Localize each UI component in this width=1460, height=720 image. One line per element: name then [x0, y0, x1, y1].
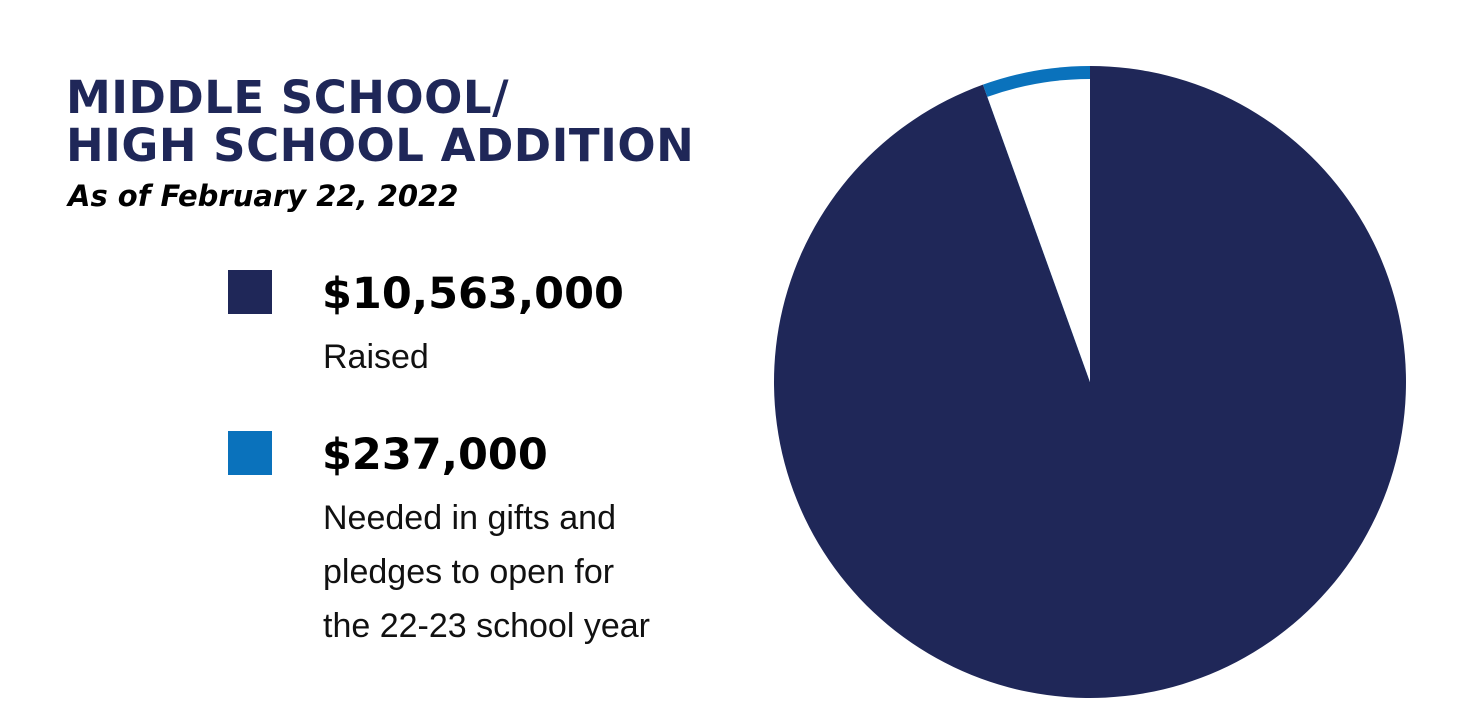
legend-amount-needed: $237,000	[322, 430, 548, 480]
legend-description-needed-line-3: the 22-23 school year	[323, 607, 650, 645]
chart-title-line-2: HIGH SCHOOL ADDITION	[66, 119, 695, 172]
legend-description-needed	[323, 491, 743, 653]
legend-description-needed-line-1: Needed in gifts and	[323, 499, 616, 537]
legend-amount-raised: $10,563,000	[322, 269, 624, 319]
legend-swatch-needed	[228, 431, 272, 475]
chart-subtitle: As of February 22, 2022	[68, 179, 459, 213]
pie-chart	[770, 62, 1410, 702]
chart-title	[66, 71, 695, 172]
legend-description-needed-line-2: pledges to open for	[323, 553, 615, 591]
legend-description-raised	[323, 330, 743, 384]
legend-description-raised-line: Raised	[323, 338, 429, 376]
chart-title-line-1: MIDDLE SCHOOL/	[66, 71, 510, 124]
legend-swatch-raised	[228, 270, 272, 314]
